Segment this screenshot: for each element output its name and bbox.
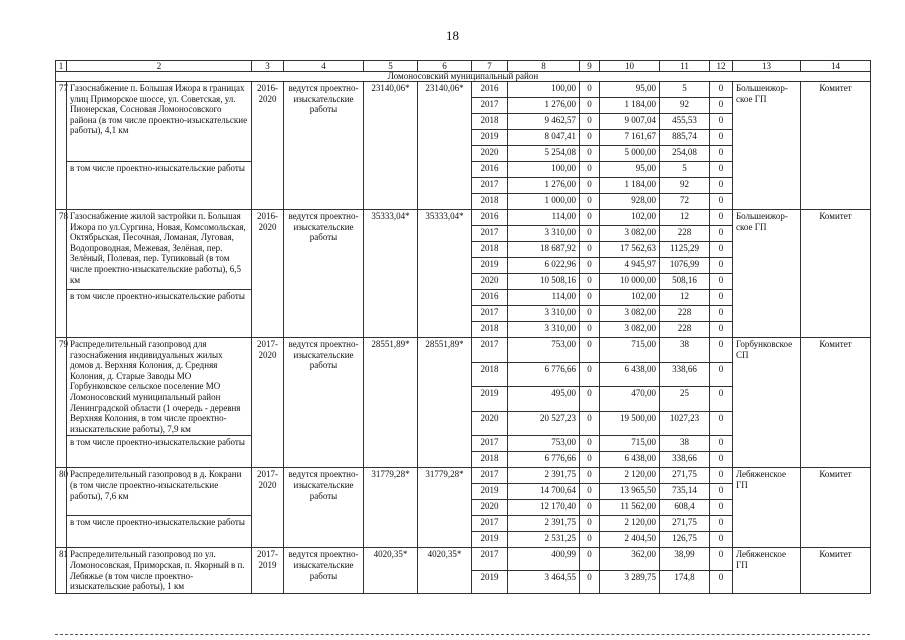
year-cell: 2017 [472,436,508,452]
entry-period: 2017-2020 [252,468,284,548]
column-number-cell: 10 [600,61,660,72]
local-cell: 5 [660,162,710,178]
local-cell: 1076,99 [660,258,710,274]
federal-cell: 0 [580,387,600,412]
federal-cell: 0 [580,178,600,194]
year-cell: 2017 [472,468,508,484]
federal-cell: 0 [580,468,600,484]
other-cell: 0 [710,146,733,162]
entry-recipient: Горбунковское СП [733,338,801,468]
entry-status: ведутся проектно-изыскательские работы [284,82,364,210]
year-cell: 2016 [472,162,508,178]
local-cell: 254,08 [660,146,710,162]
federal-cell: 0 [580,274,600,290]
year-cell: 2018 [472,114,508,130]
entry-cost-total: 31779,28* [364,468,418,548]
regional-cell: 95,00 [600,162,660,178]
total-cell: 18 687,92 [508,242,580,258]
local-cell: 92 [660,98,710,114]
regional-cell: 362,00 [600,548,660,571]
local-cell: 735,14 [660,484,710,500]
local-cell: 12 [660,290,710,306]
other-cell: 0 [710,468,733,484]
regional-cell: 5 000,00 [600,146,660,162]
entry-name: Распределительный газопровод для газоснабжения индивидуальных жилых домов д. Верхняя Колония, д. Средняя Колония, д. Старые Заводы МО Горбунковское сельское поселение МО Ломоносовский муниципальный район Ленинградской области (1 очередь - деревня Верхняя Колония, в том числе проектно-изыскательские работы), 7,9 км [67,338,252,436]
year-cell: 2020 [472,146,508,162]
federal-cell: 0 [580,500,600,516]
year-cell: 2019 [472,387,508,412]
local-cell: 885,74 [660,130,710,146]
entry-sub-label: в том числе проектно-изыскательские работы [67,436,252,468]
local-cell: 72 [660,194,710,210]
regional-cell: 7 161,67 [600,130,660,146]
local-cell: 271,75 [660,468,710,484]
entry-responsible: Комитет [801,468,871,548]
table-row [56,468,871,484]
total-cell: 20 527,23 [508,411,580,436]
local-cell: 92 [660,178,710,194]
column-number-cell: 12 [710,61,733,72]
entry-responsible: Комитет [801,210,871,338]
year-cell: 2018 [472,242,508,258]
total-cell: 2 531,25 [508,532,580,548]
total-cell: 8 047,41 [508,130,580,146]
total-cell: 6 776,66 [508,452,580,468]
year-cell: 2019 [472,484,508,500]
year-cell: 2017 [472,226,508,242]
federal-cell: 0 [580,82,600,98]
entry-cost-remaining: 23140,06* [418,82,472,210]
year-cell: 2017 [472,548,508,571]
column-number-cell: 9 [580,61,600,72]
regional-cell: 19 500,00 [600,411,660,436]
entry-number: 77 [56,82,67,210]
other-cell: 0 [710,194,733,210]
total-cell: 3 310,00 [508,226,580,242]
column-number-cell: 11 [660,61,710,72]
entry-cost-remaining: 28551,89* [418,338,472,468]
table-row [56,548,871,571]
regional-cell: 1 184,00 [600,178,660,194]
year-cell: 2018 [472,194,508,210]
region-title: Ломоносовский муниципальный район [56,72,871,82]
total-cell: 2 391,75 [508,516,580,532]
other-cell: 0 [710,290,733,306]
other-cell: 0 [710,82,733,98]
entry-period: 2016-2020 [252,82,284,210]
entry-recipient: Большеижор-ское ГП [733,210,801,338]
total-cell: 753,00 [508,338,580,363]
regional-cell: 928,00 [600,194,660,210]
regional-cell: 9 007,04 [600,114,660,130]
entry-number: 81 [56,548,67,593]
local-cell: 38 [660,436,710,452]
table-row [56,338,871,363]
year-cell: 2019 [472,258,508,274]
other-cell: 0 [710,306,733,322]
federal-cell: 0 [580,532,600,548]
entry-cost-total: 28551,89* [364,338,418,468]
local-cell: 1027,23 [660,411,710,436]
entry-cost-remaining: 31779,28* [418,468,472,548]
entry-cost-total: 23140,06* [364,82,418,210]
other-cell: 0 [710,452,733,468]
federal-cell: 0 [580,338,600,363]
federal-cell: 0 [580,411,600,436]
local-cell: 38 [660,338,710,363]
other-cell: 0 [710,274,733,290]
entry-name: Распределительный газопровод в д. Кокрани (в том числе проектно-изыскательские работы), 7,6 км [67,468,252,516]
local-cell: 5 [660,82,710,98]
page-bottom-rule [55,634,870,635]
regional-cell: 3 289,75 [600,571,660,594]
other-cell: 0 [710,130,733,146]
year-cell: 2017 [472,98,508,114]
page-number: 18 [446,28,459,43]
local-cell: 12 [660,210,710,226]
entry-status: ведутся проектно-изыскательские работы [284,468,364,548]
federal-cell: 0 [580,242,600,258]
other-cell: 0 [710,411,733,436]
entry-status: ведутся проектно-изыскательские работы [284,210,364,338]
total-cell: 3 464,55 [508,571,580,594]
regional-cell: 6 438,00 [600,362,660,387]
local-cell: 1125,29 [660,242,710,258]
program-table [55,60,871,594]
total-cell: 1 276,00 [508,98,580,114]
year-cell: 2020 [472,411,508,436]
other-cell: 0 [710,500,733,516]
region-row [56,72,871,82]
other-cell: 0 [710,338,733,363]
regional-cell: 6 438,00 [600,452,660,468]
regional-cell: 13 965,50 [600,484,660,500]
regional-cell: 2 120,00 [600,468,660,484]
entry-name: Газоснабжение п. Большая Ижора в границах улиц Приморское шоссе, ул. Советская, ул. Пионерская, Сосновая Ломоносовского района (в том числе проектно-изыскательские работы), 4,1 км [67,82,252,162]
column-number-row [56,61,871,72]
local-cell: 271,75 [660,516,710,532]
year-cell: 2020 [472,500,508,516]
entry-period: 2016-2020 [252,210,284,338]
other-cell: 0 [710,516,733,532]
regional-cell: 470,00 [600,387,660,412]
local-cell: 455,53 [660,114,710,130]
entry-responsible: Комитет [801,548,871,593]
local-cell: 126,75 [660,532,710,548]
other-cell: 0 [710,571,733,594]
federal-cell: 0 [580,130,600,146]
entry-number: 80 [56,468,67,548]
regional-cell: 102,00 [600,210,660,226]
entry-cost-remaining: 35333,04* [418,210,472,338]
total-cell: 1 000,00 [508,194,580,210]
entry-sub-label: в том числе проектно-изыскательские работы [67,516,252,548]
federal-cell: 0 [580,484,600,500]
column-number-cell: 8 [508,61,580,72]
federal-cell: 0 [580,210,600,226]
total-cell: 2 391,75 [508,468,580,484]
total-cell: 10 508,16 [508,274,580,290]
column-number-cell: 5 [364,61,418,72]
regional-cell: 17 562,63 [600,242,660,258]
other-cell: 0 [710,162,733,178]
column-number-cell: 1 [56,61,67,72]
year-cell: 2016 [472,82,508,98]
other-cell: 0 [710,258,733,274]
entry-sub-label: в том числе проектно-изыскательские работы [67,162,252,210]
other-cell: 0 [710,484,733,500]
other-cell: 0 [710,322,733,338]
entry-recipient: Лебяженское ГП [733,548,801,593]
total-cell: 5 254,08 [508,146,580,162]
regional-cell: 3 082,00 [600,322,660,338]
local-cell: 338,66 [660,452,710,468]
total-cell: 6 776,66 [508,362,580,387]
entry-period: 2017-2020 [252,338,284,468]
year-cell: 2019 [472,571,508,594]
local-cell: 228 [660,226,710,242]
regional-cell: 715,00 [600,338,660,363]
regional-cell: 715,00 [600,436,660,452]
regional-cell: 102,00 [600,290,660,306]
other-cell: 0 [710,210,733,226]
regional-cell: 10 000,00 [600,274,660,290]
regional-cell: 3 082,00 [600,226,660,242]
federal-cell: 0 [580,516,600,532]
total-cell: 14 700,64 [508,484,580,500]
other-cell: 0 [710,532,733,548]
year-cell: 2017 [472,178,508,194]
other-cell: 0 [710,178,733,194]
regional-cell: 3 082,00 [600,306,660,322]
other-cell: 0 [710,226,733,242]
local-cell: 38,99 [660,548,710,571]
local-cell: 174,8 [660,571,710,594]
table-row [56,210,871,226]
federal-cell: 0 [580,162,600,178]
column-number-cell: 14 [801,61,871,72]
entry-number: 78 [56,210,67,338]
entry-number: 79 [56,338,67,468]
year-cell: 2018 [472,362,508,387]
regional-cell: 2 120,00 [600,516,660,532]
column-number-cell: 6 [418,61,472,72]
regional-cell: 1 184,00 [600,98,660,114]
federal-cell: 0 [580,548,600,571]
year-cell: 2017 [472,338,508,363]
column-number-cell: 7 [472,61,508,72]
entry-period: 2017-2019 [252,548,284,593]
year-cell: 2016 [472,210,508,226]
federal-cell: 0 [580,436,600,452]
year-cell: 2017 [472,306,508,322]
year-cell: 2017 [472,516,508,532]
federal-cell: 0 [580,322,600,338]
local-cell: 228 [660,322,710,338]
other-cell: 0 [710,362,733,387]
year-cell: 2019 [472,532,508,548]
table-row [56,82,871,98]
year-cell: 2019 [472,130,508,146]
federal-cell: 0 [580,452,600,468]
other-cell: 0 [710,387,733,412]
federal-cell: 0 [580,194,600,210]
local-cell: 608,4 [660,500,710,516]
entry-cost-total: 35333,04* [364,210,418,338]
column-number-cell: 3 [252,61,284,72]
other-cell: 0 [710,242,733,258]
entry-name: Распределительный газопровод по ул. Ломоносовская, Приморская, п. Якорный в п. Лебяжье (в том числе проектно-изыскательские работы), 1 км [67,548,252,593]
regional-cell: 11 562,00 [600,500,660,516]
year-cell: 2016 [472,290,508,306]
entry-status: ведутся проектно-изыскательские работы [284,548,364,593]
column-number-cell: 4 [284,61,364,72]
entry-cost-remaining: 4020,35* [418,548,472,593]
total-cell: 6 022,96 [508,258,580,274]
total-cell: 114,00 [508,290,580,306]
total-cell: 100,00 [508,162,580,178]
federal-cell: 0 [580,114,600,130]
entry-status: ведутся проектно-изыскательские работы [284,338,364,468]
other-cell: 0 [710,114,733,130]
total-cell: 753,00 [508,436,580,452]
entry-cost-total: 4020,35* [364,548,418,593]
total-cell: 12 170,40 [508,500,580,516]
total-cell: 400,99 [508,548,580,571]
total-cell: 495,00 [508,387,580,412]
entry-responsible: Комитет [801,82,871,210]
federal-cell: 0 [580,571,600,594]
federal-cell: 0 [580,290,600,306]
column-number-cell: 2 [67,61,252,72]
other-cell: 0 [710,436,733,452]
federal-cell: 0 [580,362,600,387]
entry-name: Газоснабжение жилой застройки п. Большая Ижора по ул.Сургина, Новая, Комсомольская, Октябрьская, Песочная, Ломаная, Луговая, Водопроводная, Межевая, Зелёная, пер. Зелёный, Полевая, пер. Тупиковый (в том числе проектно-изыскательские работы), 6,5 км [67,210,252,290]
total-cell: 1 276,00 [508,178,580,194]
federal-cell: 0 [580,258,600,274]
entry-recipient: Большеижор-ское ГП [733,82,801,210]
column-number-cell: 13 [733,61,801,72]
total-cell: 3 310,00 [508,306,580,322]
federal-cell: 0 [580,306,600,322]
total-cell: 114,00 [508,210,580,226]
regional-cell: 4 945,97 [600,258,660,274]
entry-sub-label: в том числе проектно-изыскательские работы [67,290,252,338]
total-cell: 9 462,57 [508,114,580,130]
local-cell: 508,16 [660,274,710,290]
total-cell: 100,00 [508,82,580,98]
year-cell: 2018 [472,452,508,468]
local-cell: 338,66 [660,362,710,387]
federal-cell: 0 [580,146,600,162]
regional-cell: 2 404,50 [600,532,660,548]
year-cell: 2020 [472,274,508,290]
regional-cell: 95,00 [600,82,660,98]
federal-cell: 0 [580,98,600,114]
other-cell: 0 [710,98,733,114]
local-cell: 228 [660,306,710,322]
federal-cell: 0 [580,226,600,242]
entry-recipient: Лебяженское ГП [733,468,801,548]
year-cell: 2018 [472,322,508,338]
entry-responsible: Комитет [801,338,871,468]
total-cell: 3 310,00 [508,322,580,338]
local-cell: 25 [660,387,710,412]
other-cell: 0 [710,548,733,571]
